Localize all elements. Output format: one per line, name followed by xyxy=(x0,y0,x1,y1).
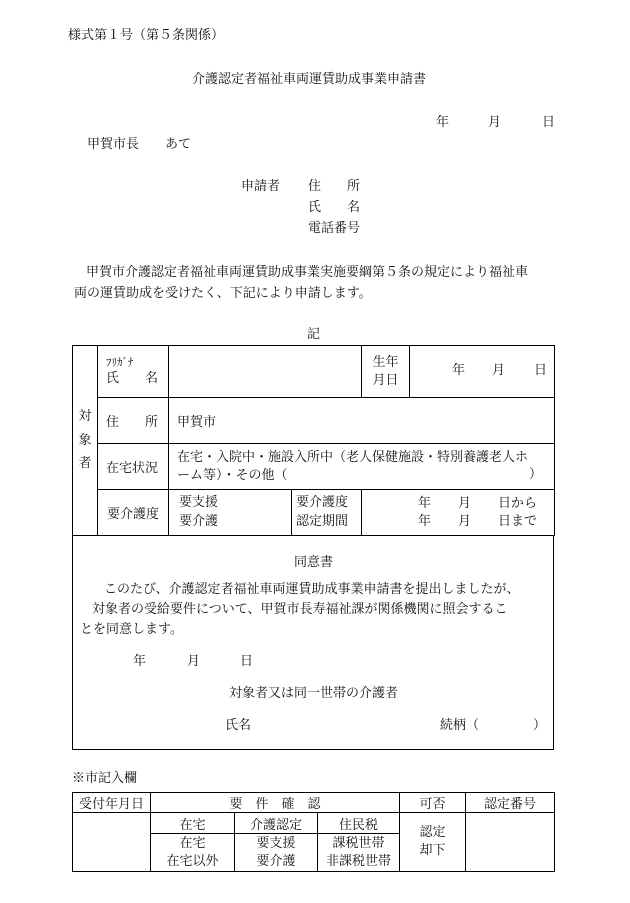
home-options[interactable] xyxy=(151,834,235,872)
applicant-name-label: 氏 名 xyxy=(308,200,361,215)
intro-line-2: 両の運賃助成を受けたく、下記により申請します。 xyxy=(74,286,372,301)
address-field[interactable]: 甲賀市 xyxy=(169,398,555,444)
birth-label-1: 生年 xyxy=(372,354,399,370)
addressee: 甲賀市長 あて xyxy=(87,137,192,152)
col-care: 介護認定 xyxy=(235,813,318,834)
status-line-2: ーム等）・その他（ xyxy=(177,467,288,483)
received-date-header: 受付年月日 xyxy=(73,793,151,813)
home-opt-2: 在宅以外 xyxy=(166,853,219,869)
care-option-2: 要介護 xyxy=(179,513,219,529)
form-title: 介護認定者福祉車両運賃助成事業申請書 xyxy=(192,72,427,87)
consent-year: 年 xyxy=(133,654,147,669)
from-month: 月 xyxy=(458,496,472,511)
period-label-cell xyxy=(292,490,362,536)
consent-month: 月 xyxy=(187,654,201,669)
birth-date-field[interactable] xyxy=(410,346,555,398)
consent-name-label: 氏名 xyxy=(225,718,252,733)
side-char-3: 者 xyxy=(78,456,92,472)
received-date-field[interactable] xyxy=(73,813,151,872)
to-month: 月 xyxy=(458,514,472,529)
applicant-label: 申請者 xyxy=(241,179,281,194)
cert-number-header: 認定番号 xyxy=(466,793,555,813)
care-opt-2: 要介護 xyxy=(256,853,296,869)
applicant-phone-label: 電話番号 xyxy=(308,221,361,236)
from-year: 年 xyxy=(418,496,432,511)
period-field[interactable] xyxy=(362,490,555,536)
name-field[interactable] xyxy=(169,346,362,398)
date-day: 日 xyxy=(542,115,556,130)
consent-relation-close: ） xyxy=(533,718,547,733)
consent-relation-label: 続柄（ xyxy=(440,718,480,733)
status-field[interactable] xyxy=(169,444,555,490)
consent-signer-label: 対象者又は同一世帯の介護者 xyxy=(229,686,399,701)
col-home: 在宅 xyxy=(151,813,235,834)
applicant-address-label: 住 所 xyxy=(308,179,361,194)
name-label: 氏 名 xyxy=(106,371,159,387)
status-line-2-close: ） xyxy=(528,467,542,482)
tax-options[interactable] xyxy=(318,834,400,872)
home-opt-1: 在宅 xyxy=(179,835,206,851)
status-label: 在宅状況 xyxy=(98,444,169,490)
approval-field[interactable] xyxy=(400,813,466,872)
care-option-1: 要支援 xyxy=(179,495,219,511)
side-char-1: 対 xyxy=(78,409,92,425)
consent-line-1: このたび、介護認定者福祉車両運賃助成事業申請書を提出しましたが、 xyxy=(104,582,520,597)
to-suffix: 日まで xyxy=(498,514,538,529)
care-options[interactable] xyxy=(169,490,292,536)
furigana-label: ﾌﾘｶﾞﾅ xyxy=(106,355,134,369)
tax-opt-1: 課税世帯 xyxy=(332,835,385,851)
cert-number-field[interactable] xyxy=(466,813,555,872)
care-opt-1: 要支援 xyxy=(256,835,296,851)
consent-title: 同意書 xyxy=(294,555,334,570)
care-label: 要介護度 xyxy=(98,490,169,536)
birth-label-cell xyxy=(362,346,410,398)
consent-day: 日 xyxy=(240,654,254,669)
from-suffix: 日から xyxy=(498,496,538,511)
form-number: 様式第１号（第５条関係） xyxy=(68,28,225,43)
to-year: 年 xyxy=(418,514,432,529)
city-use-heading: ※市記入欄 xyxy=(72,771,138,786)
consent-line-3: とを同意します。 xyxy=(80,622,183,637)
birth-month: 月 xyxy=(492,363,506,378)
consent-line-2: 対象者の受給要件について、甲賀市長寿福祉課が関係機関に照会するこ xyxy=(92,602,508,617)
birth-year: 年 xyxy=(452,363,466,378)
approval-header: 可否 xyxy=(400,793,466,813)
birth-day: 日 xyxy=(534,363,548,378)
side-char-2: 象 xyxy=(78,432,92,448)
period-label-1: 要介護度 xyxy=(296,495,349,511)
date-month: 月 xyxy=(488,115,502,130)
subject-side-label xyxy=(73,346,98,536)
col-tax: 住民税 xyxy=(318,813,400,834)
address-label: 住 所 xyxy=(98,398,169,444)
care-level-options[interactable] xyxy=(235,834,318,872)
subject-table xyxy=(72,345,555,536)
tax-opt-2: 非課税世帯 xyxy=(325,853,391,869)
period-label-2: 認定期間 xyxy=(296,513,349,529)
reject-option: 却下 xyxy=(419,843,446,858)
city-use-table xyxy=(72,792,555,872)
birth-label-2: 月日 xyxy=(372,372,399,388)
ki-label: 記 xyxy=(307,327,321,342)
intro-line-1: 甲賀市介護認定者福祉車両運賃助成事業実施要綱第５条の規定により福祉車 xyxy=(86,265,529,280)
requirements-header: 要 件 確 認 xyxy=(151,793,400,813)
status-line-1: 在宅・入院中・施設入所中（老人保健施設・特別養護老人ホ xyxy=(177,449,529,465)
approve-option: 認定 xyxy=(419,825,446,841)
name-label-cell xyxy=(98,346,169,398)
date-year: 年 xyxy=(436,115,450,130)
